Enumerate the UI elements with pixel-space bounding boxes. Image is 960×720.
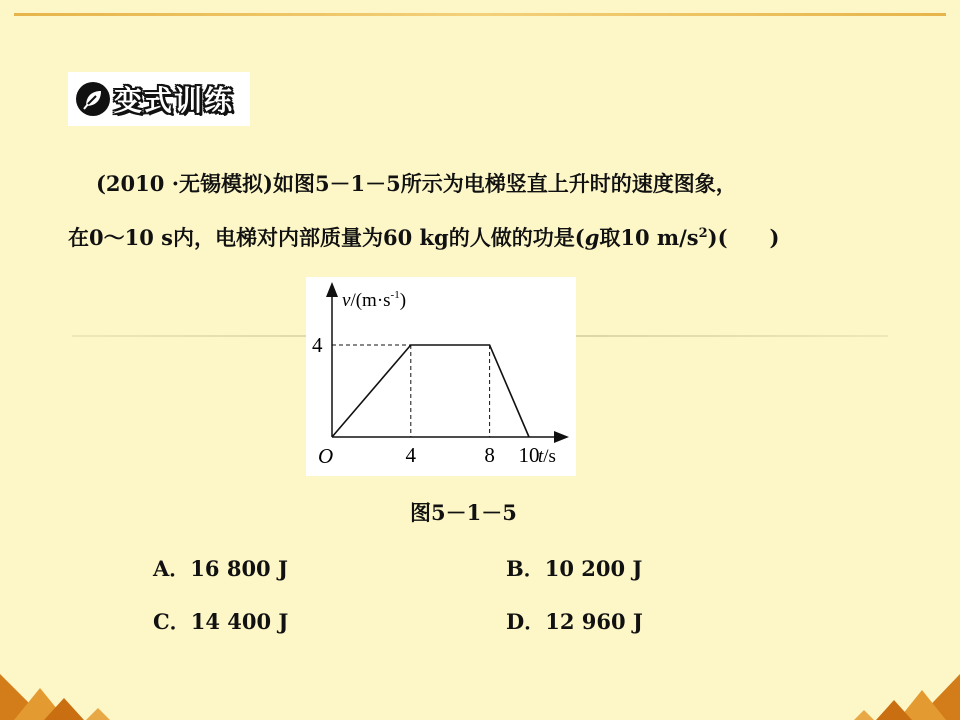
guide-lines: [332, 345, 490, 437]
option-c-text: 14 400 J: [190, 609, 289, 634]
corner-decoration-right: [850, 670, 960, 720]
tick-labels: [312, 333, 540, 467]
leaf-icon: [76, 82, 110, 116]
question-line-1: (2010 ·无锡模拟)如图5－1－5所示为电梯竖直上升时的速度图象，: [96, 171, 737, 196]
corner-decoration-left: [0, 668, 120, 720]
option-b-letter: B．: [506, 556, 545, 581]
gravity-symbol: g: [584, 225, 600, 250]
option-a[interactable]: [153, 553, 288, 583]
section-banner: [68, 72, 250, 126]
option-b-text: 10 200 J: [544, 556, 643, 581]
option-d-text: 12 960 J: [545, 609, 643, 634]
question-text-c: )( ): [707, 225, 780, 250]
option-d-letter: D．: [506, 609, 546, 634]
y-axis-label: $v/(m\cdot s^{-1})$: [342, 289, 407, 311]
x-tick-label: 4: [405, 443, 417, 467]
option-c-letter: C．: [153, 609, 191, 634]
option-c[interactable]: [153, 606, 288, 636]
option-b[interactable]: [506, 553, 642, 583]
question-text-b: 取10 m/s: [599, 225, 699, 250]
x-tick-label: 8: [484, 443, 495, 467]
velocity-series-line: [332, 345, 529, 437]
x-axis-label: t/s: [538, 446, 556, 467]
banner-title: 变式训练: [114, 84, 235, 117]
velocity-chart: [306, 277, 576, 476]
question-text-a: 在0～10 s内，电梯对内部质量为60 kg的人做的功是(: [68, 225, 585, 250]
top-divider: [14, 13, 946, 16]
origin-label: O: [318, 444, 334, 468]
x-tick-label: 10: [518, 443, 540, 467]
question-line-2: [68, 222, 779, 252]
unit-exponent: 2: [698, 226, 708, 241]
figure-caption: 图5－1－5: [410, 500, 517, 525]
y-tick-label: 4: [312, 333, 323, 357]
option-a-text: 16 800 J: [190, 556, 288, 581]
option-d[interactable]: [506, 606, 643, 636]
velocity-chart-svg: [306, 277, 576, 476]
option-a-letter: A．: [153, 556, 191, 581]
